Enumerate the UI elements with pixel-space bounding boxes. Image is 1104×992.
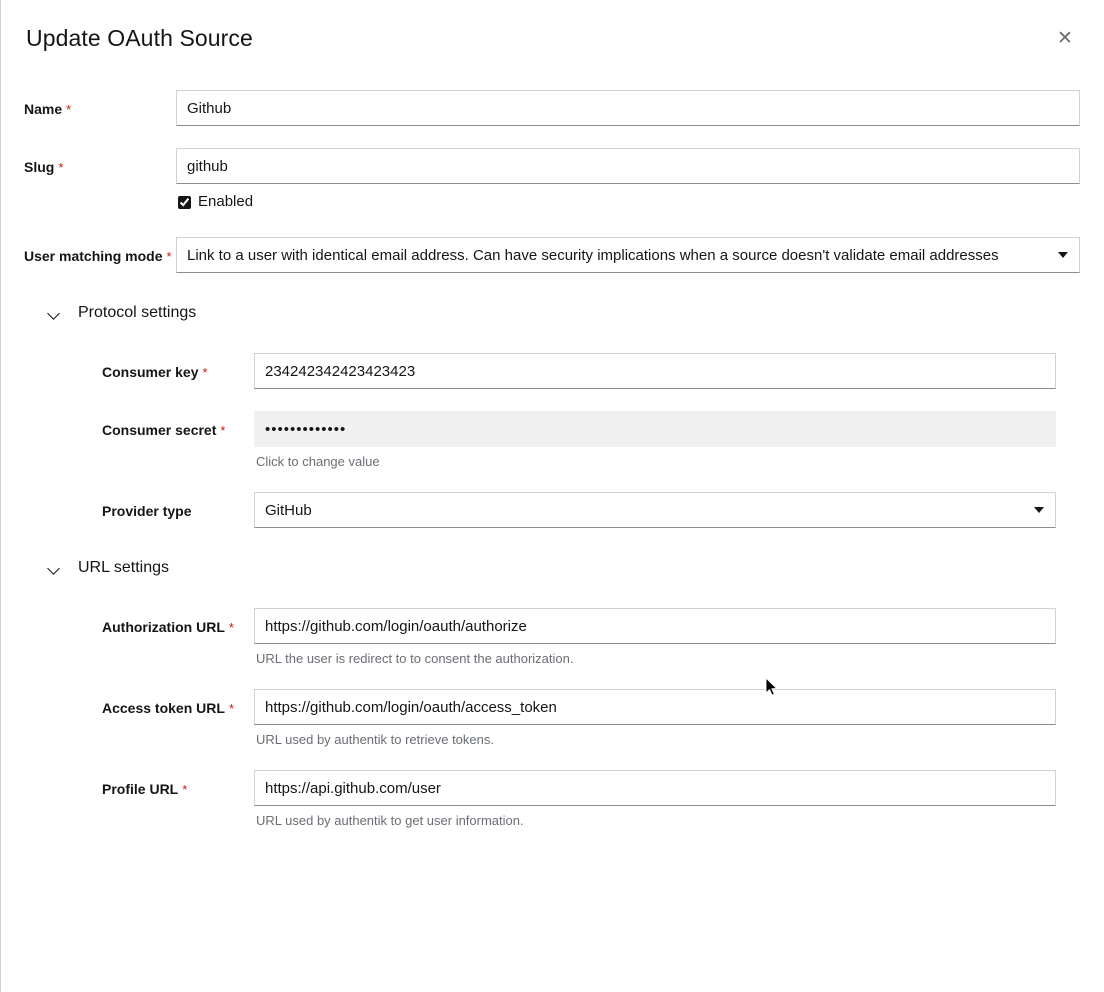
user-matching-mode-label-text: User matching mode: [24, 248, 163, 264]
protocol-settings-toggle[interactable]: [24, 303, 1080, 323]
chevron-down-icon: [48, 561, 62, 575]
user-matching-mode-label: [24, 237, 176, 265]
field-row-slug: [24, 148, 1080, 184]
authorization-url-label-text: Authorization URL: [102, 619, 225, 635]
name-input[interactable]: [176, 90, 1080, 126]
consumer-key-input[interactable]: [254, 353, 1056, 389]
modal-header: [0, 0, 1104, 68]
authorization-url-label: [102, 608, 254, 636]
field-row-provider-type: [102, 492, 1056, 528]
name-label-text: Name: [24, 101, 63, 117]
consumer-secret-input[interactable]: [254, 411, 1056, 447]
slug-label-text: Slug: [24, 159, 55, 175]
access-token-url-label-text: Access token URL: [102, 700, 225, 716]
field-row-consumer-secret: [102, 411, 1056, 470]
profile-url-input[interactable]: [254, 770, 1056, 806]
consumer-key-required-marker: *: [202, 365, 208, 380]
url-settings-body: [24, 578, 1080, 829]
access-token-url-input[interactable]: [254, 689, 1056, 725]
authorization-url-input[interactable]: [254, 608, 1056, 644]
oauth-source-form: [0, 68, 1104, 829]
slug-input[interactable]: [176, 148, 1080, 184]
enabled-checkbox[interactable]: [178, 196, 191, 209]
profile-url-helper: URL used by authentik to get user information.: [256, 813, 524, 828]
protocol-settings-body: [24, 323, 1080, 528]
modal-left-edge: [0, 0, 1, 992]
user-matching-mode-select[interactable]: [176, 237, 1080, 273]
enabled-label-spacer: [24, 184, 176, 194]
consumer-secret-helper: Click to change value: [256, 454, 380, 469]
section-url-settings: [24, 558, 1080, 829]
access-token-url-required-marker: *: [228, 701, 234, 716]
consumer-key-label: [102, 353, 254, 381]
field-row-enabled: [24, 184, 1080, 211]
provider-type-label-text: Provider type: [102, 503, 192, 519]
chevron-down-icon: [48, 306, 62, 320]
authorization-url-helper: URL the user is redirect to to consent the authorization.: [256, 651, 574, 666]
field-row-consumer-key: [102, 353, 1056, 389]
url-settings-toggle[interactable]: [24, 558, 1080, 578]
name-required-marker: *: [66, 102, 72, 117]
access-token-url-helper: URL used by authentik to retrieve tokens.: [256, 732, 494, 747]
page-title: Update OAuth Source: [26, 25, 253, 51]
slug-label: [24, 148, 176, 176]
profile-url-label: [102, 770, 254, 798]
access-token-url-label: [102, 689, 254, 717]
field-row-user-matching-mode: [24, 237, 1080, 273]
slug-required-marker: *: [58, 160, 64, 175]
protocol-settings-title: Protocol settings: [78, 304, 197, 321]
consumer-secret-required-marker: *: [220, 423, 226, 438]
field-row-access-token-url: [102, 689, 1056, 748]
url-settings-title: URL settings: [78, 559, 169, 576]
consumer-secret-label: [102, 411, 254, 439]
profile-url-required-marker: *: [182, 782, 188, 797]
field-row-authorization-url: [102, 608, 1056, 667]
section-protocol-settings: [24, 303, 1080, 528]
profile-url-label-text: Profile URL: [102, 781, 179, 797]
name-label: [24, 90, 176, 118]
user-matching-mode-required-marker: *: [166, 249, 172, 264]
enabled-checkbox-label: Enabled: [198, 193, 254, 210]
enabled-checkbox-row[interactable]: [176, 184, 1080, 211]
field-row-profile-url: [102, 770, 1056, 829]
provider-type-label: [102, 492, 254, 520]
provider-type-select[interactable]: [254, 492, 1056, 528]
consumer-secret-label-text: Consumer secret: [102, 422, 217, 438]
field-row-name: [24, 90, 1080, 126]
consumer-key-label-text: Consumer key: [102, 364, 199, 380]
authorization-url-required-marker: *: [228, 620, 234, 635]
close-icon[interactable]: ✕: [1052, 26, 1078, 52]
